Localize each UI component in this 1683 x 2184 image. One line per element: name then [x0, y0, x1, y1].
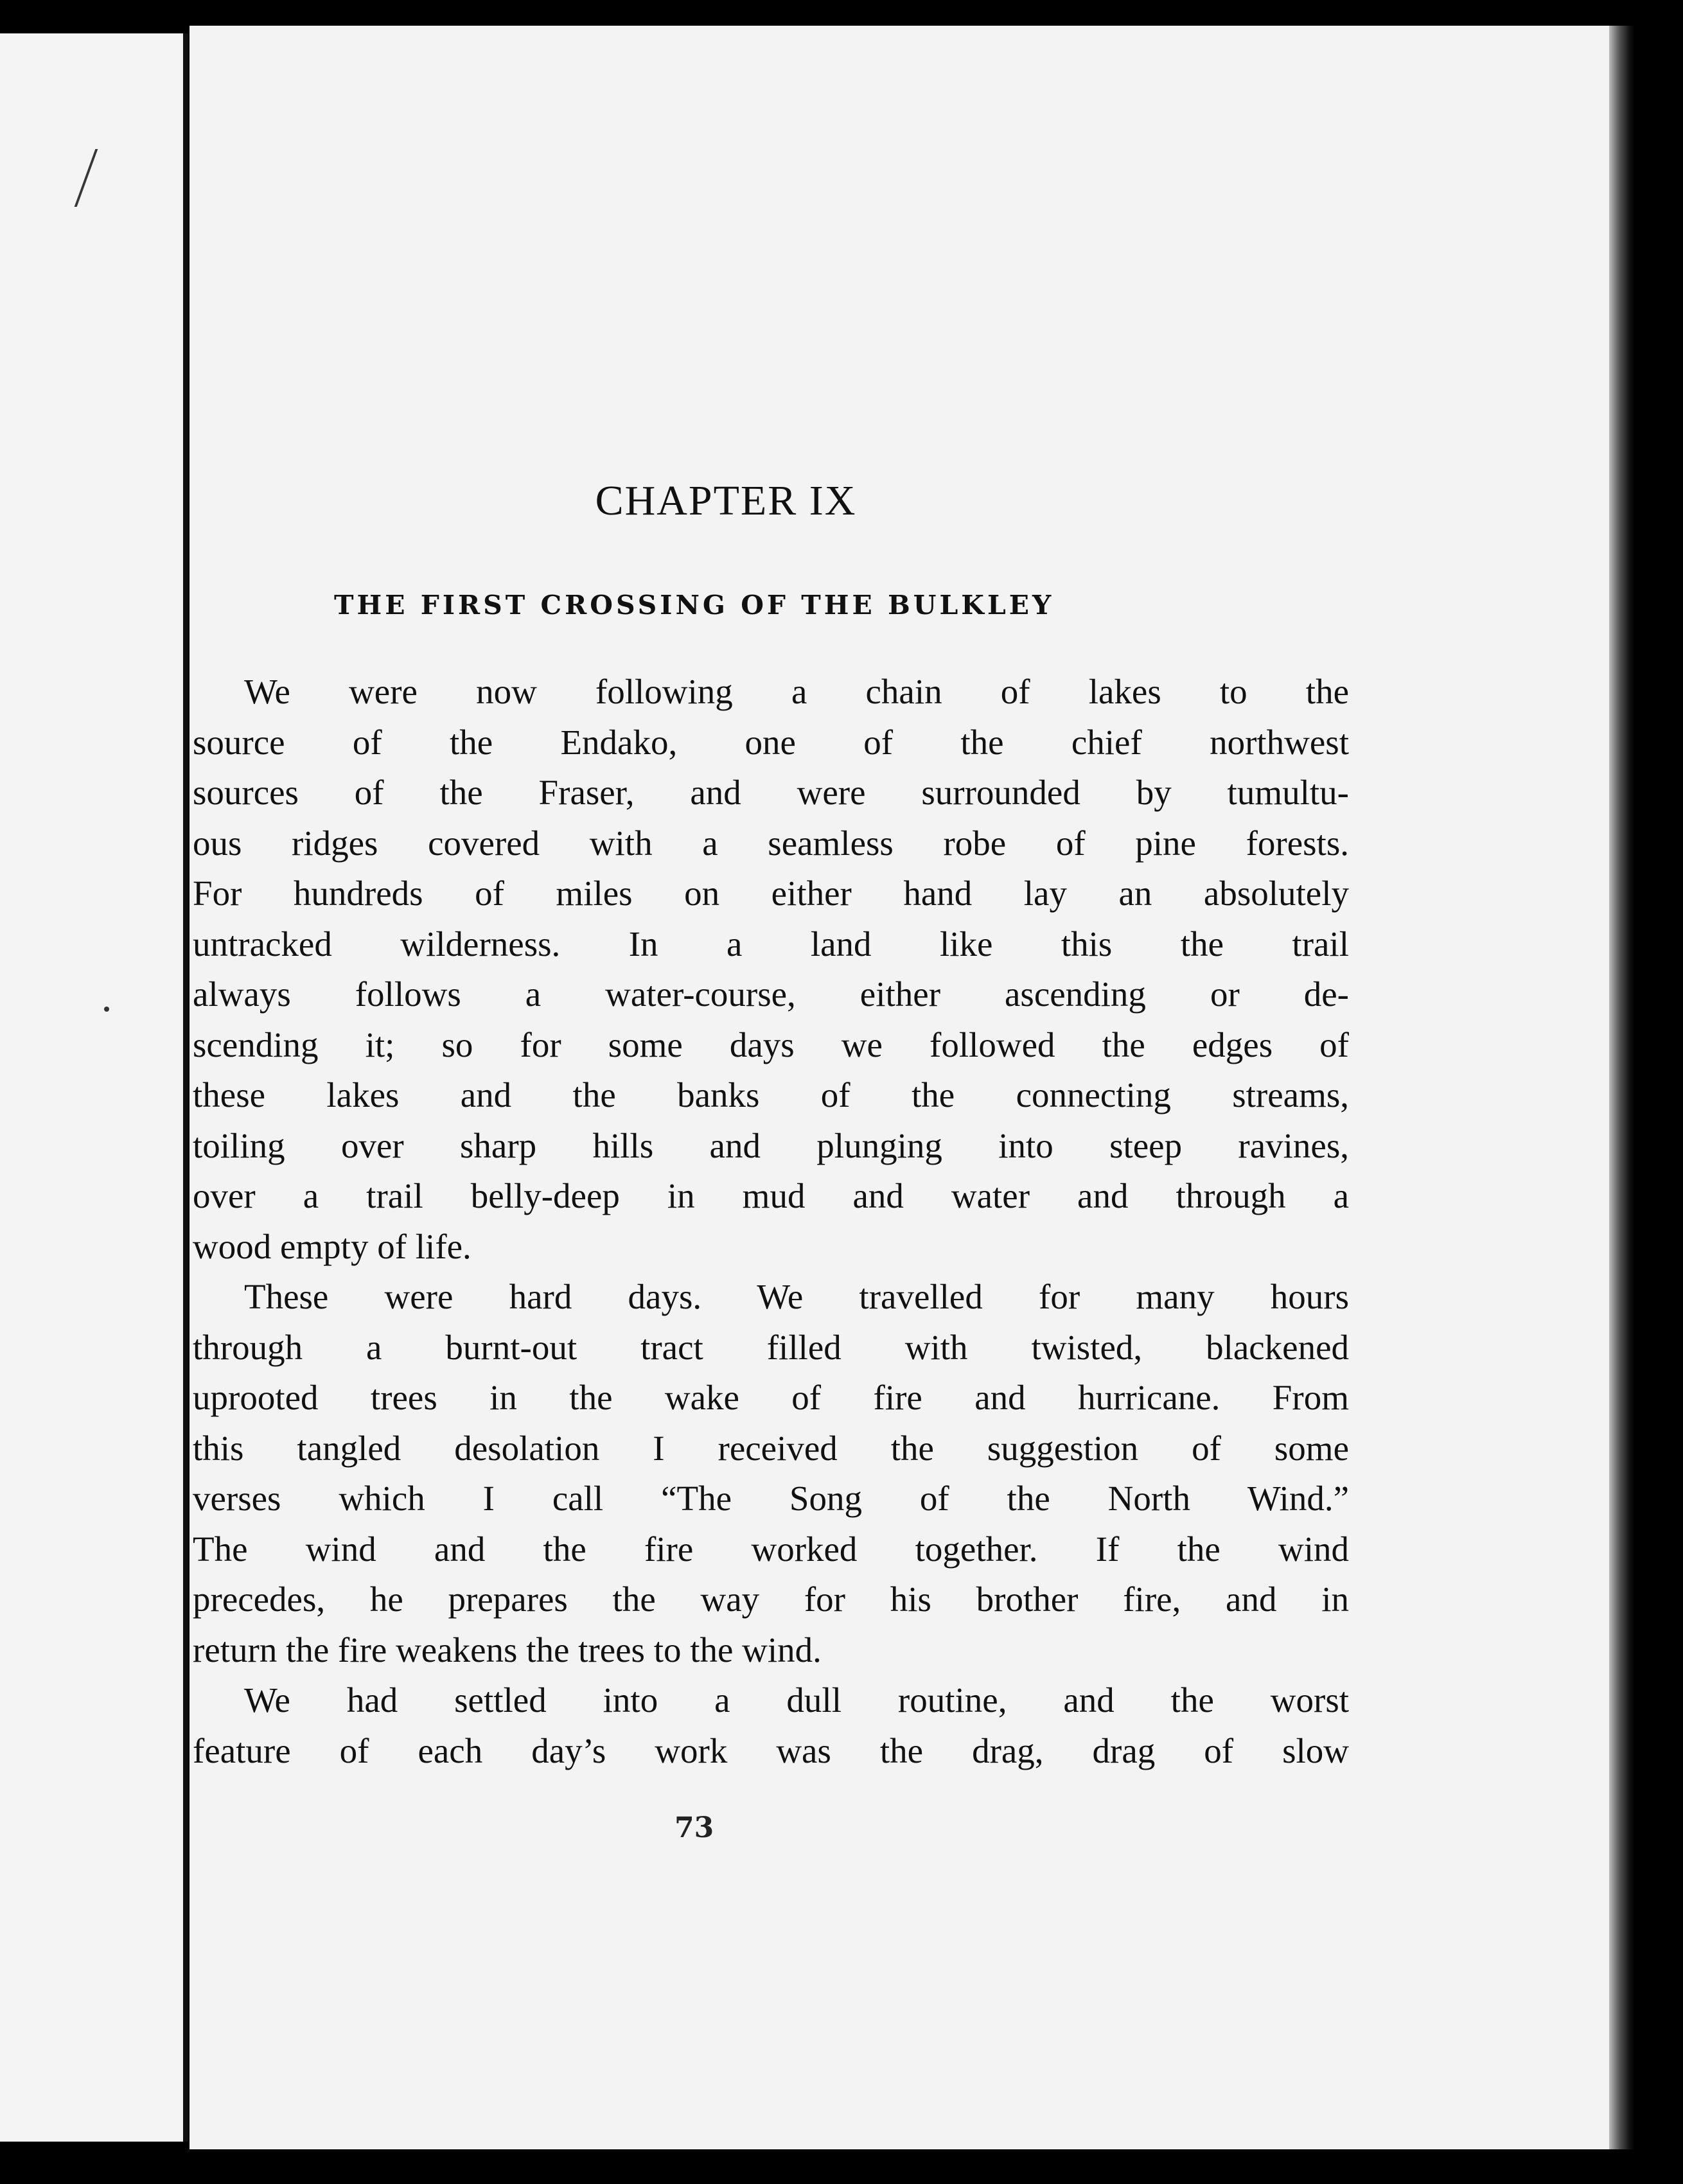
text-line: scending it; so for some days we followed the edges of [193, 1025, 1349, 1064]
text-line: return the fire weakens the trees to the wind. [193, 1630, 822, 1669]
page-binding-edge [1609, 26, 1635, 2149]
text-line: The wind and the fire worked together. If the wind [193, 1529, 1349, 1569]
text-line: over a trail belly-deep in mud and water and through a [193, 1176, 1349, 1215]
text-line: We were now following a chain of lakes to the [244, 672, 1349, 711]
text-line: precedes, he prepares the way for his brother fire, and in [193, 1580, 1349, 1619]
speck [104, 1007, 109, 1012]
text-line: ous ridges covered with a seamless robe of pine forests. [193, 823, 1349, 863]
page-number: 73 [674, 1811, 714, 1844]
text-line: source of the Endako, one of the chief northwest [193, 722, 1349, 762]
text-line: this tangled desolation I received the suggestion of some [193, 1428, 1349, 1468]
chapter-subtitle: THE FIRST CROSSING OF THE BULKLEY [334, 590, 1055, 621]
text-line: wood empty of life. [193, 1226, 471, 1266]
text-line: These were hard days. We travelled for many hours [244, 1277, 1349, 1316]
pen-mark [36, 149, 98, 207]
text-line: always follows a water-course, either ascending or de- [193, 974, 1349, 1014]
text-line: verses which I call “The Song of the North Wind.” [193, 1479, 1349, 1518]
text-line: uprooted trees in the wake of fire and hurricane. From [193, 1378, 1349, 1417]
text-line: sources of the Fraser, and were surrounded by tumultu- [193, 773, 1349, 812]
text-line: feature of each day’s work was the drag, drag of slow [193, 1730, 1349, 1770]
text-line: We had settled into a dull routine, and the worst [244, 1680, 1349, 1720]
chapter-title: CHAPTER IX [595, 477, 857, 524]
text-line: through a burnt-out tract filled with twisted, blackened [193, 1327, 1349, 1367]
text-line: For hundreds of miles on either hand lay an absolutely [193, 874, 1349, 913]
text-line: toiling over sharp hills and plunging into steep ravines, [193, 1125, 1349, 1165]
text-line: these lakes and the banks of the connecting streams, [193, 1075, 1349, 1114]
chapter-body [193, 667, 1349, 1776]
text-line: untracked wilderness. In a land like this the trail [193, 924, 1349, 964]
facing-page-edge [0, 33, 188, 2142]
